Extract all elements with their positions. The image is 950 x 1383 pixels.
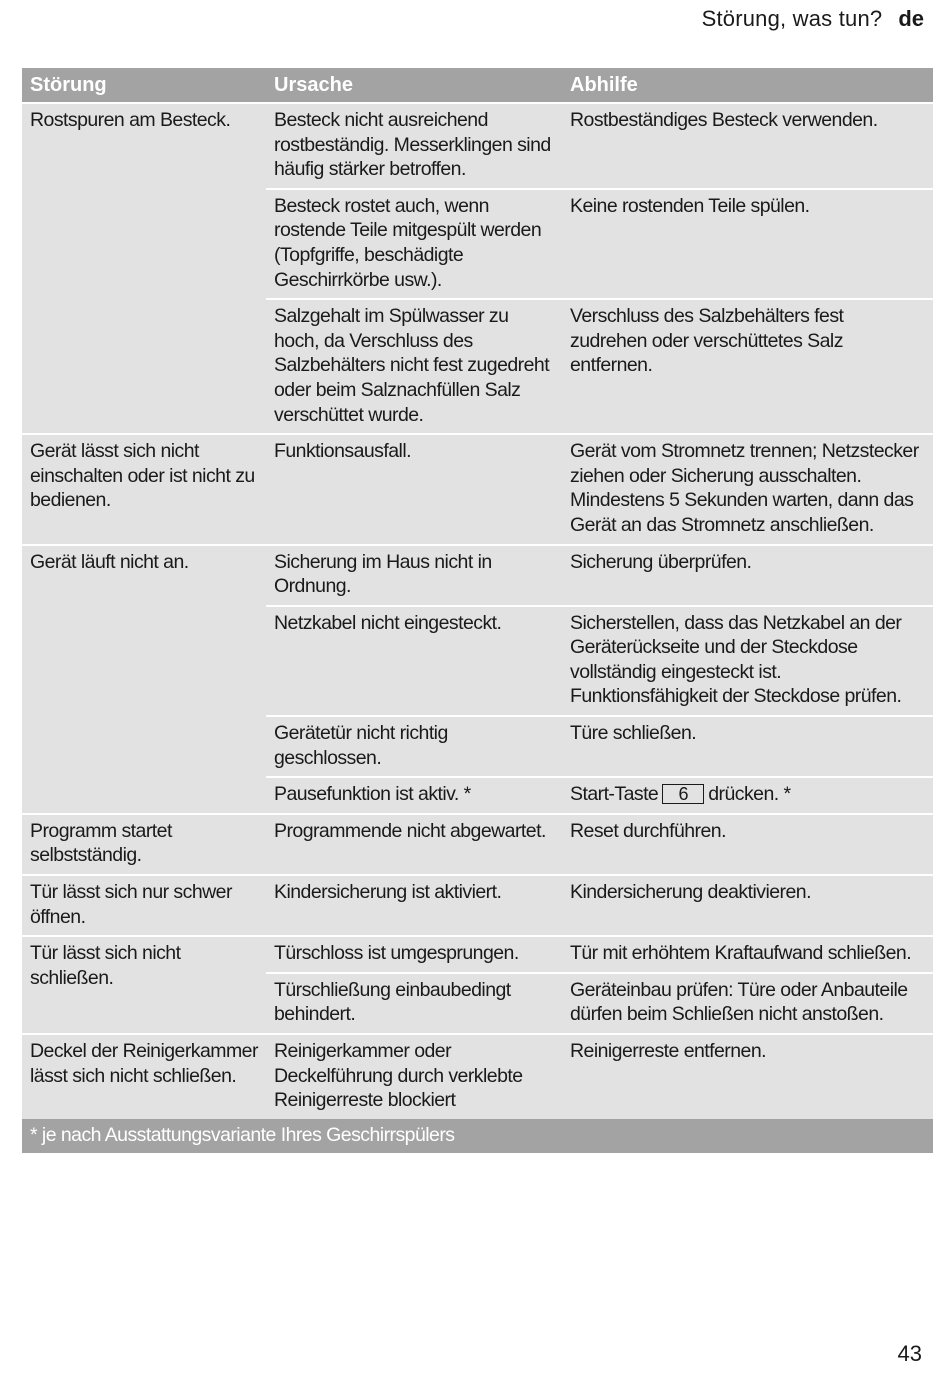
abhilfe-cell: Sicherstellen, dass das Netzkabel an der Geräterückseite und der Steckdose vollständig eingesteckt ist. Funktionsfähigkeit der Steckdose prüfen. <box>562 606 933 716</box>
ursache-cell: Funktionsausfall. <box>274 440 411 463</box>
column-header-ursache: Ursache <box>266 68 562 103</box>
table-row <box>22 103 933 189</box>
table-row <box>22 1034 933 1119</box>
language-code: de <box>898 6 924 31</box>
abhilfe-cell: Gerät vom Stromnetz trennen; Netzstecker ziehen oder Sicherung ausschalten. Mindestens 5 Sekunden warten, dann das Gerät an das Stromnetz anschließen. <box>570 440 919 536</box>
abhilfe-cell: Reinigerreste entfernen. <box>570 1040 767 1062</box>
ursache-cell: Besteck rostet auch, wenn rostende Teile mitgespült werden (Topfgriffe, beschädigte Geschirrkörbe usw.). <box>266 189 562 299</box>
footnote: * je nach Ausstattungsvariante Ihres Geschirrspülers <box>22 1119 933 1153</box>
footnote-row <box>22 1119 933 1153</box>
table-row <box>22 814 933 875</box>
table-row <box>22 875 933 936</box>
start-key-instruction-prefix: Start-Taste <box>570 783 659 806</box>
start-key-instruction-suffix: drücken. * <box>708 783 791 806</box>
ursache-cell: Türschloss ist umgesprungen. <box>274 942 519 965</box>
abhilfe-cell: Reset durchführen. <box>570 819 726 842</box>
abhilfe-cell: Rostbeständiges Besteck verwenden. <box>570 109 878 131</box>
stoerung-cell: Rostspuren am Besteck. <box>30 109 231 131</box>
troubleshooting-table-wrapper <box>22 68 933 1153</box>
abhilfe-cell: Sicherung überprüfen. <box>570 550 752 573</box>
ursache-cell: Reinigerkammer oder Deckelführung durch verklebte Reinigerreste blockiert <box>274 1040 523 1112</box>
troubleshooting-table <box>22 68 933 1153</box>
ursache-cell: Programmende nicht abgewartet. <box>274 819 546 842</box>
ursache-cell: Besteck nicht ausreichend rostbeständig. Messerklingen sind häufig stärker betroffen. <box>274 109 551 181</box>
ursache-cell: Salzgehalt im Spülwasser zu hoch, da Verschluss des Salzbehälters nicht fest zugedreht oder beim Salznachfüllen Salz verschüttet wurde. <box>266 299 562 434</box>
abhilfe-cell: Tür mit erhöhtem Kraftaufwand schließen. <box>570 942 912 965</box>
table-row <box>22 434 933 544</box>
abhilfe-cell <box>562 777 933 814</box>
ursache-cell: Türschließung einbaubedingt behindert. <box>266 973 562 1034</box>
stoerung-cell: Tür lässt sich nur schwer öffnen. <box>30 881 232 928</box>
abhilfe-cell: Kindersicherung deaktivieren. <box>570 881 811 904</box>
ursache-cell: Gerätetür nicht richtig geschlossen. <box>266 716 562 777</box>
table-header-row <box>22 68 933 103</box>
page-number: 43 <box>897 1341 922 1366</box>
stoerung-cell: Deckel der Reinigerkammer lässt sich nicht schließen. <box>30 1040 258 1087</box>
ursache-cell: Kindersicherung ist aktiviert. <box>274 881 502 904</box>
column-header-stoerung: Störung <box>22 68 266 103</box>
ursache-cell: Pausefunktion ist aktiv. * <box>266 777 562 814</box>
section-title: Störung, was tun? <box>701 6 883 31</box>
stoerung-cell: Tür lässt sich nicht schließen. <box>30 942 181 989</box>
stoerung-cell: Gerät lässt sich nicht einschalten oder ist nicht zu bedienen. <box>30 440 255 512</box>
abhilfe-cell: Verschluss des Salzbehälters fest zudrehen oder verschüttetes Salz entfernen. <box>562 299 933 434</box>
stoerung-cell: Gerät läuft nicht an. <box>30 550 189 573</box>
abhilfe-cell: Türe schließen. <box>562 716 933 777</box>
start-key-number-box: 6 <box>662 784 704 804</box>
abhilfe-cell: Geräteinbau prüfen: Türe oder Anbauteile dürfen beim Schließen nicht anstoßen. <box>562 973 933 1034</box>
table-row <box>22 545 933 606</box>
table-row <box>22 936 933 973</box>
column-header-abhilfe: Abhilfe <box>562 68 933 103</box>
ursache-cell: Sicherung im Haus nicht in Ordnung. <box>274 550 492 598</box>
ursache-cell: Netzkabel nicht eingesteckt. <box>266 606 562 716</box>
stoerung-cell: Programm startet selbstständig. <box>30 819 172 867</box>
abhilfe-cell: Keine rostenden Teile spülen. <box>562 189 933 299</box>
page-header <box>702 6 924 32</box>
